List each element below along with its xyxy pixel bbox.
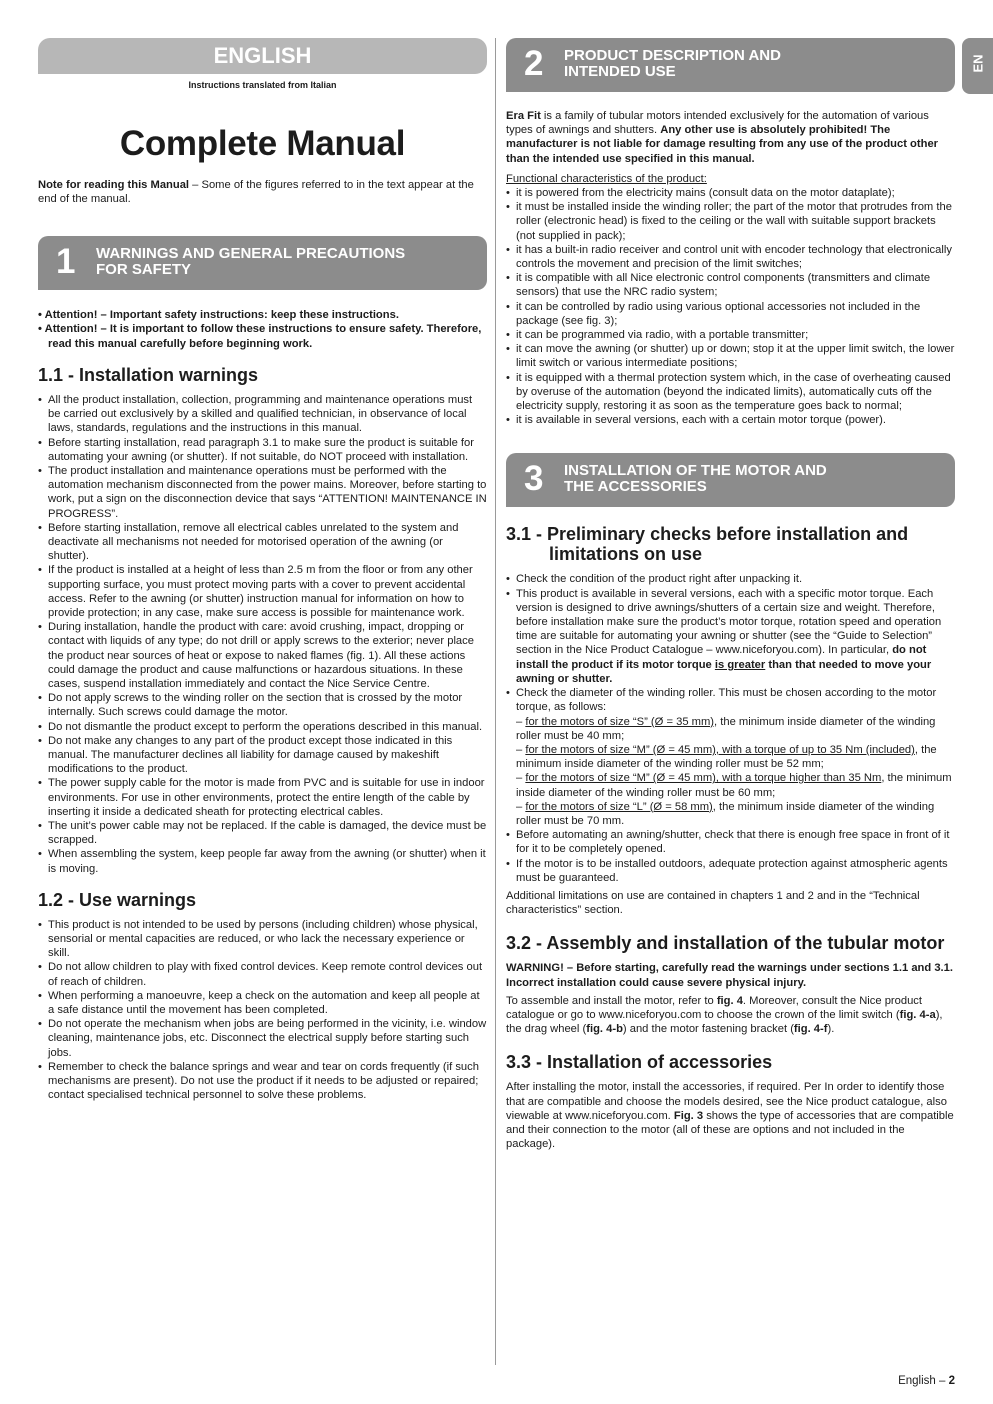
figure-reference: fig. 4-b <box>586 1023 623 1036</box>
right-column <box>506 38 955 1151</box>
size-entry: – for the motors of size “L” (Ø = 58 mm), the minimum inside diameter of the winding roller must be 70 mm. <box>516 800 935 827</box>
section-2-number: 2 <box>524 44 544 83</box>
subsection-3-2-title: 3.2 - Assembly and installation of the tubular motor <box>506 933 945 954</box>
list-item: • If the motor is to be installed outdoors, adequate protection against atmospheric agents must be guaranteed. <box>506 857 955 885</box>
page-title: Complete Manual <box>119 124 406 163</box>
installation-warnings-list <box>38 393 487 876</box>
subsection-1-1-title: 1.1 - Installation warnings <box>38 364 259 385</box>
subsection-3-3-title: 3.3 - Installation of accessories <box>506 1052 773 1073</box>
section-1-header <box>38 236 487 290</box>
list-item: • During installation, handle the product with care: avoid crushing, impact, dropping or contact with liquids of any type; do not drill or apply screws to the exterior; never place the product near sources of heat or expose to naked flames (fig. 1). All these actions could damage the product and cause malfunctions or hazardous situations. In these cases, suspend installation immediately and contact the Nice Service Centre. <box>38 620 487 691</box>
list-item: • When performing a manoeuvre, keep a check on the automation and keep all people at a safe distance until the movement has been completed. <box>38 989 487 1017</box>
translation-note: Instructions translated from Italian <box>188 80 337 90</box>
accessories-text: After installing the motor, install the accessories, if required. Per In order to identify those that are compatible and choose the models desired, see the Nice product catalogue, also viewable at www.niceforyou.com. <box>506 1081 947 1122</box>
section-2-title-line1: PRODUCT DESCRIPTION AND <box>564 47 781 64</box>
list-item: • Do not operate the mechanism when jobs are being performed in the vicinity, i.e. window cleaning, maintenance jobs, etc. Disconnect the electrical supply before starting such jobs. <box>38 1017 487 1060</box>
section-1-title-line2: FOR SAFETY <box>96 261 192 278</box>
size-label: for the motors of size “M” (Ø = 45 mm), with a torque of up to 35 Nm (included) <box>525 743 915 756</box>
language-tab-label: EN <box>970 54 986 73</box>
page-number: 2 <box>948 1375 955 1387</box>
list-item: • it is equipped with a thermal protection system which, in the case of overheating caused by overuse of the automation (beyond the indicated limits), automatically cuts off the electricity supply, restoring it as soon as the temperature goes back to normal; <box>506 371 955 414</box>
list-item: • This product is not intended to be used by persons (including children) whose physical, sensorial or mental capacities are reduced, or who lack the necessary experience or skill. <box>38 918 487 961</box>
list-item-text: This product is available in several versions, each with a specific motor torque. Each version is designed to drive awnings/shutters of a certain size and weight. Therefore, before installation make sure the product’s motor torque, rotation speed and operation time are suitable for automating your awning or shutter (see the “Guide to Selection” section in the Nice Product Catalogue – www.niceforyou.com). In particular, <box>516 587 942 657</box>
list-item: • Check the condition of the product right after unpacking it. <box>506 572 955 586</box>
accessories-text: shows the type of accessories that are compatible and their connection to the motor (all of these are options and not included in the package). <box>506 1109 954 1151</box>
use-warnings-list <box>38 918 487 1103</box>
section-2-header <box>506 38 955 92</box>
column-divider <box>495 38 496 1365</box>
attention-notices <box>38 308 487 351</box>
list-item: • When assembling the system, keep people far away from the awning (or shutter) when it is moving. <box>38 847 487 875</box>
list-item: • All the product installation, collection, programming and maintenance operations must be carried out exclusively by a skilled and qualified technician, in observance of local laws, standards, regulations and the instructions in this manual. <box>38 393 487 436</box>
assembly-text: ). <box>827 1023 835 1036</box>
figure-reference: Fig. 3 <box>673 1109 704 1122</box>
functional-list <box>506 186 955 427</box>
list-item: • Do not dismantle the product except to perform the operations described in this manual. <box>38 720 487 734</box>
list-item: • it can be programmed via radio, with a portable transmitter; <box>506 328 955 342</box>
accessories-instructions <box>506 1080 955 1151</box>
size-text: , the minimum inside diameter of the winding roller must be 60 mm; <box>516 772 952 799</box>
section-3-header <box>506 453 955 507</box>
subsection-3-1-title-line2: limitations on use <box>549 544 703 565</box>
list-item: • Before starting installation, read paragraph 3.1 to make sure the product is suitable for automating your awning (or shutter). If not suitable, do NOT proceed with installation. <box>38 436 487 464</box>
section-2-intro-warning: Any other use is absolutely prohibited! The manufacturer is not liable for damage resulting from any use of the product other than the intended use specified in this manual. <box>506 124 939 165</box>
footer-label: English – <box>898 1375 949 1387</box>
list-item <box>506 587 955 686</box>
language-tab[interactable] <box>962 38 993 94</box>
list-item <box>506 686 955 828</box>
list-item-text: Check the diameter of the winding roller. This must be chosen according to the motor torque, as follows: <box>516 687 937 714</box>
list-item: • it is powered from the electricity mains (consult data on the motor dataplate); <box>506 186 955 200</box>
section-2-title-line2: INTENDED USE <box>564 63 676 80</box>
installation-warning: WARNING! – Before starting, carefully read the warnings under sections 1.1 and 3.1. Incorrect installation could cause severe physical injury. <box>506 962 953 989</box>
size-text: , the minimum inside diameter of the winding roller must be 70 mm. <box>516 800 935 827</box>
assembly-text: ), the drag wheel ( <box>506 1008 943 1036</box>
section-3-title-line2: THE ACCESSORIES <box>564 478 707 496</box>
subsection-1-2-title: 1.2 - Use warnings <box>38 889 197 910</box>
section-2-intro-text: is a family of tubular motors intended exclusively for the automation of various types of awnings and shutters. <box>506 110 929 137</box>
language-banner: ENGLISH <box>38 38 487 74</box>
assembly-text: . Moreover, consult the Nice product catalogue or go to www.niceforyou.com to choose the crown of the limit switch ( <box>506 994 923 1021</box>
figure-reference: fig. 4-f <box>793 1023 828 1036</box>
list-item: • it can be controlled by radio using various optional accessories not included in the package (see fig. 3); <box>506 300 955 328</box>
list-item: • it is compatible with all Nice electronic control components (transmitters and climate sensors) that use the NRC radio system; <box>506 271 955 299</box>
assembly-text: ) and the motor fastening bracket ( <box>622 1023 794 1036</box>
size-text: , the minimum inside diameter of the winding roller must be 40 mm; <box>516 715 936 742</box>
attention-notice: • Attention! – Important safety instructions: keep these instructions. <box>38 309 399 321</box>
list-item: • The power supply cable for the motor is made from PVC and is suitable for use in indoor environments. For use in other environments, protect the entire length of the cable by inserting it inside a dedicated sheath for protecting electrical cables. <box>38 776 487 819</box>
reading-note <box>38 178 487 206</box>
page-footer <box>898 1375 955 1387</box>
list-item: • Before starting installation, remove all electrical cables unrelated to the system and deactivate all mechanisms not needed for motorised operation of the awning (or shutter). <box>38 521 487 564</box>
section-3-title <box>564 463 827 495</box>
size-entry: – for the motors of size “M” (Ø = 45 mm), with a torque higher than 35 Nm, the minimum inside diameter of the winding roller must be 60 mm; <box>516 772 952 799</box>
list-item: • Do not make any changes to any part of the product except those indicated in this manual. The manufacturer declines all liability for damage caused by makeshift modifications to the product. <box>38 734 487 777</box>
assembly-instructions <box>506 994 955 1037</box>
section-2-title <box>564 48 781 80</box>
list-item: • it is available in several versions, each with a certain motor torque (power). <box>506 413 955 427</box>
size-entry: – for the motors of size “M” (Ø = 45 mm), with a torque of up to 35 Nm (included), the minimum inside diameter of the winding roller must be 52 mm; <box>516 743 937 771</box>
size-entry: – for the motors of size “S” (Ø = 35 mm), the minimum inside diameter of the winding roller must be 40 mm; <box>516 715 936 742</box>
left-column <box>38 38 487 1102</box>
additional-limitations: Additional limitations on use are contained in chapters 1 and 2 and in the “Technical characteristics” section. <box>506 889 920 917</box>
reading-note-text: – Some of the figures referred to in the text appear at the end of the manual. <box>38 179 474 205</box>
attention-notice: • Attention! – It is important to follow these instructions to ensure safety. Therefore, read this manual carefully before beginning work. <box>38 323 482 350</box>
assembly-text: To assemble and install the motor, refer to <box>506 994 717 1007</box>
size-label: for the motors of size “S” (Ø = 35 mm) <box>525 715 715 728</box>
subsection-3-1-title <box>506 524 955 564</box>
list-item: • Do not allow children to play with fixed control devices. Keep remote control devices out of reach of children. <box>38 960 487 988</box>
list-item-emphasis: do not install the product if its motor torque <box>516 644 927 671</box>
list-item: • it has a built-in radio receiver and control unit with encoder technology that electronically controls the movement and precision of the limit switches; <box>506 243 955 271</box>
list-item: • The unit’s power cable may not be replaced. If the cable is damaged, the device must be scrapped. <box>38 819 487 847</box>
section-1-title-line1: WARNINGS AND GENERAL PRECAUTIONS <box>96 245 406 262</box>
section-1-number: 1 <box>56 242 76 281</box>
size-label: for the motors of size “L” (Ø = 58 mm) <box>525 800 713 813</box>
list-item-emphasis: than that needed to move your awning or shutter. <box>516 658 932 685</box>
list-item: • If the product is installed at a height of less than 2.5 m from the floor or from any other supporting surface, you must protect moving parts with a cover to prevent accidental access. Refer to the awning (or shutter) instruction manual for information on how to provide protection; in any case, make sure access is possible for maintenance work. <box>38 563 487 620</box>
reading-note-label: Note for reading this Manual <box>38 179 190 191</box>
size-label: for the motors of size “M” (Ø = 45 mm), with a torque higher than 35 Nm <box>525 772 882 785</box>
size-text: , the minimum inside diameter of the winding roller must be 52 mm; <box>516 743 937 771</box>
preliminary-checks-list <box>506 572 955 884</box>
list-item: • Before automating an awning/shutter, check that there is enough free space in front of it for it to be completely opened. <box>506 828 955 856</box>
list-item: • it must be installed inside the winding roller; the part of the motor that protrudes from the roller (electronic head) is fixed to the ceiling or the wall with suitable support brackets (not supplied in pack); <box>506 200 955 243</box>
product-name: Era Fit <box>506 110 541 122</box>
section-3-title-line1: INSTALLATION OF THE MOTOR AND <box>564 462 827 480</box>
section-3-number: 3 <box>524 459 544 499</box>
section-1-title <box>96 246 405 278</box>
figure-reference: fig. 4-a <box>899 1008 936 1021</box>
list-item-emphasis-underlined: is greater <box>714 658 766 671</box>
list-item: • Do not apply screws to the winding roller on the section that is crossed by the motor internally. Such screws could damage the motor. <box>38 691 487 719</box>
functional-heading: Functional characteristics of the product: <box>506 172 707 185</box>
list-item: • The product installation and maintenance operations must be performed with the automation mechanism disconnected from the power mains. Moreover, before starting to work, put a sign on the disconnection device that says “ATTENTION! MAINTENANCE IN PROGRESS”. <box>38 464 487 521</box>
subsection-3-1-title-line1: 3.1 - Preliminary checks before installation and <box>506 524 909 545</box>
list-item: • Remember to check the balance springs and wear and tear on cords frequently (if such mechanisms are present). Do not use the product if it needs to be adjusted or repaired; contact specialised technical personnel to solve these problems. <box>38 1060 487 1103</box>
list-item: • it can move the awning (or shutter) up or down; stop it at the upper limit switch, the lower limit switch or various intermediate positions; <box>506 342 955 370</box>
figure-reference: fig. 4 <box>716 994 743 1007</box>
section-2-intro <box>506 109 955 166</box>
